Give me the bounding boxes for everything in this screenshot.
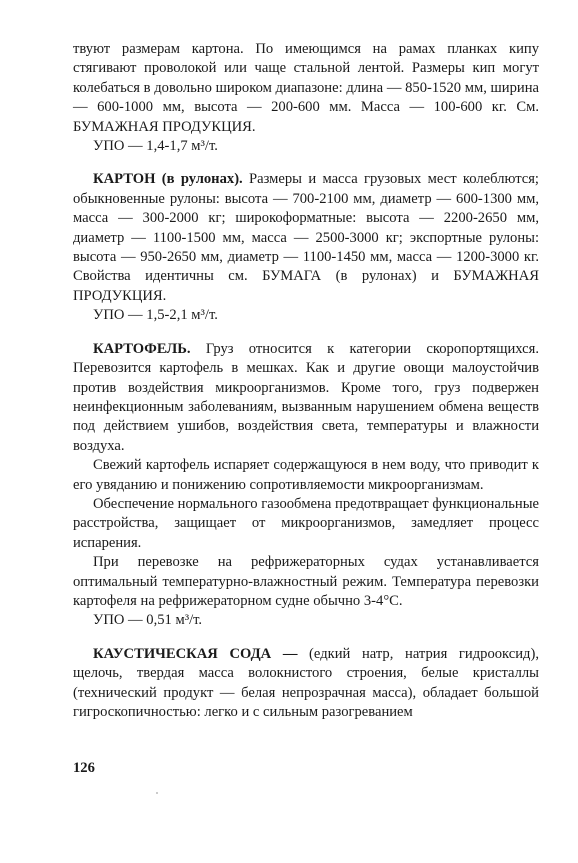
paragraph-text: Обеспечение нормального газообмена предотвращает функциональные расстройства, защищает от микроорганизмов, замедляет процесс испарения. bbox=[73, 495, 539, 551]
paragraph-text: твуют размерам картона. По имеющимся на рамах планках кипу стягивают проволокой или чаще стальной лентой. Размеры кип могут колебаться в довольно широком диапазоне: длина — 850-1520 мм, ширина — 600-1000 мм, высота — 200-600 мм. Масса — 100-600 кг. См. БУМАЖНАЯ ПРОДУКЦИЯ. bbox=[73, 41, 539, 135]
entry-term: КАРТОФЕЛЬ. bbox=[93, 340, 191, 357]
entry-term: КАРТОН (в рулонах). bbox=[93, 171, 243, 188]
paragraph-kartofel-gas-exchange bbox=[73, 495, 539, 553]
upo-value: УПО — 1,5-2,1 м³/т. bbox=[93, 307, 218, 324]
upo-value: УПО — 0,51 м³/т. bbox=[93, 612, 203, 629]
scan-speck bbox=[156, 792, 158, 794]
paragraph-kartofel-evaporation bbox=[73, 456, 539, 495]
upo-value: УПО — 1,4-1,7 м³/т. bbox=[93, 138, 218, 155]
paragraph-text: Свежий картофель испаряет содержащуюся в нем воду, что приводит к его увяданию и понижению сопротивляемости микроорганизмам. bbox=[73, 457, 539, 493]
entry-text: Груз относится к категории скоропортящихся. Перевозится картофель в мешках. Как и другие овощи малоустойчив против воздействия микроорганизмов. Кроме того, груз подвержен неинфекционным заболеваниям, вызванным нарушением обмена веществ под действием ушибов, воздействия света, температуры и влажности воздуха. bbox=[73, 340, 539, 454]
entry-term: КАУСТИЧЕСКАЯ СОДА — bbox=[93, 645, 298, 662]
entry-text: (едкий натр, натрия гидрооксид), щелочь, твердая масса волокнистого строения, белые кристаллы (технический продукт — белая непрозрачная масса), обладает большой гигроскопичностью: легко и с сильным разогреванием bbox=[73, 645, 539, 720]
paragraph-kartofel-transport bbox=[73, 553, 539, 611]
entry-causticheskaya-soda bbox=[73, 645, 539, 723]
upo-karton-rolls bbox=[73, 306, 539, 325]
paragraph-karton-continued bbox=[73, 40, 539, 137]
upo-kartofel bbox=[73, 611, 539, 630]
entry-karton-rolls bbox=[73, 170, 539, 306]
entry-text: Размеры и масса грузовых мест колеблются; обыкновенные рулоны: высота — 700-2100 мм, диаметр — 600-1300 мм, масса — 300-2000 кг; широкоформатные: высота — 2200-2650 мм, диаметр — 1100-1500 мм, масса — 2500-3000 кг; экспортные рулоны: высота — 950-2650 мм, диаметр — 1100-1450 мм, масса — 1200-3000 кг. Свойства идентичны см. БУМАГА (в рулонах) и БУМАЖНАЯ ПРОДУКЦИЯ. bbox=[73, 171, 539, 304]
paragraph-text: При перевозке на рефрижераторных судах устанавливается оптимальный температурно-влажностный режим. Температура перевозки картофеля на рефрижераторном судне обычно 3-4°С. bbox=[73, 554, 539, 609]
upo-karton bbox=[73, 137, 539, 156]
entry-kartofel bbox=[73, 340, 539, 456]
page-number: 126 bbox=[73, 760, 95, 776]
page-body-text bbox=[73, 40, 539, 722]
